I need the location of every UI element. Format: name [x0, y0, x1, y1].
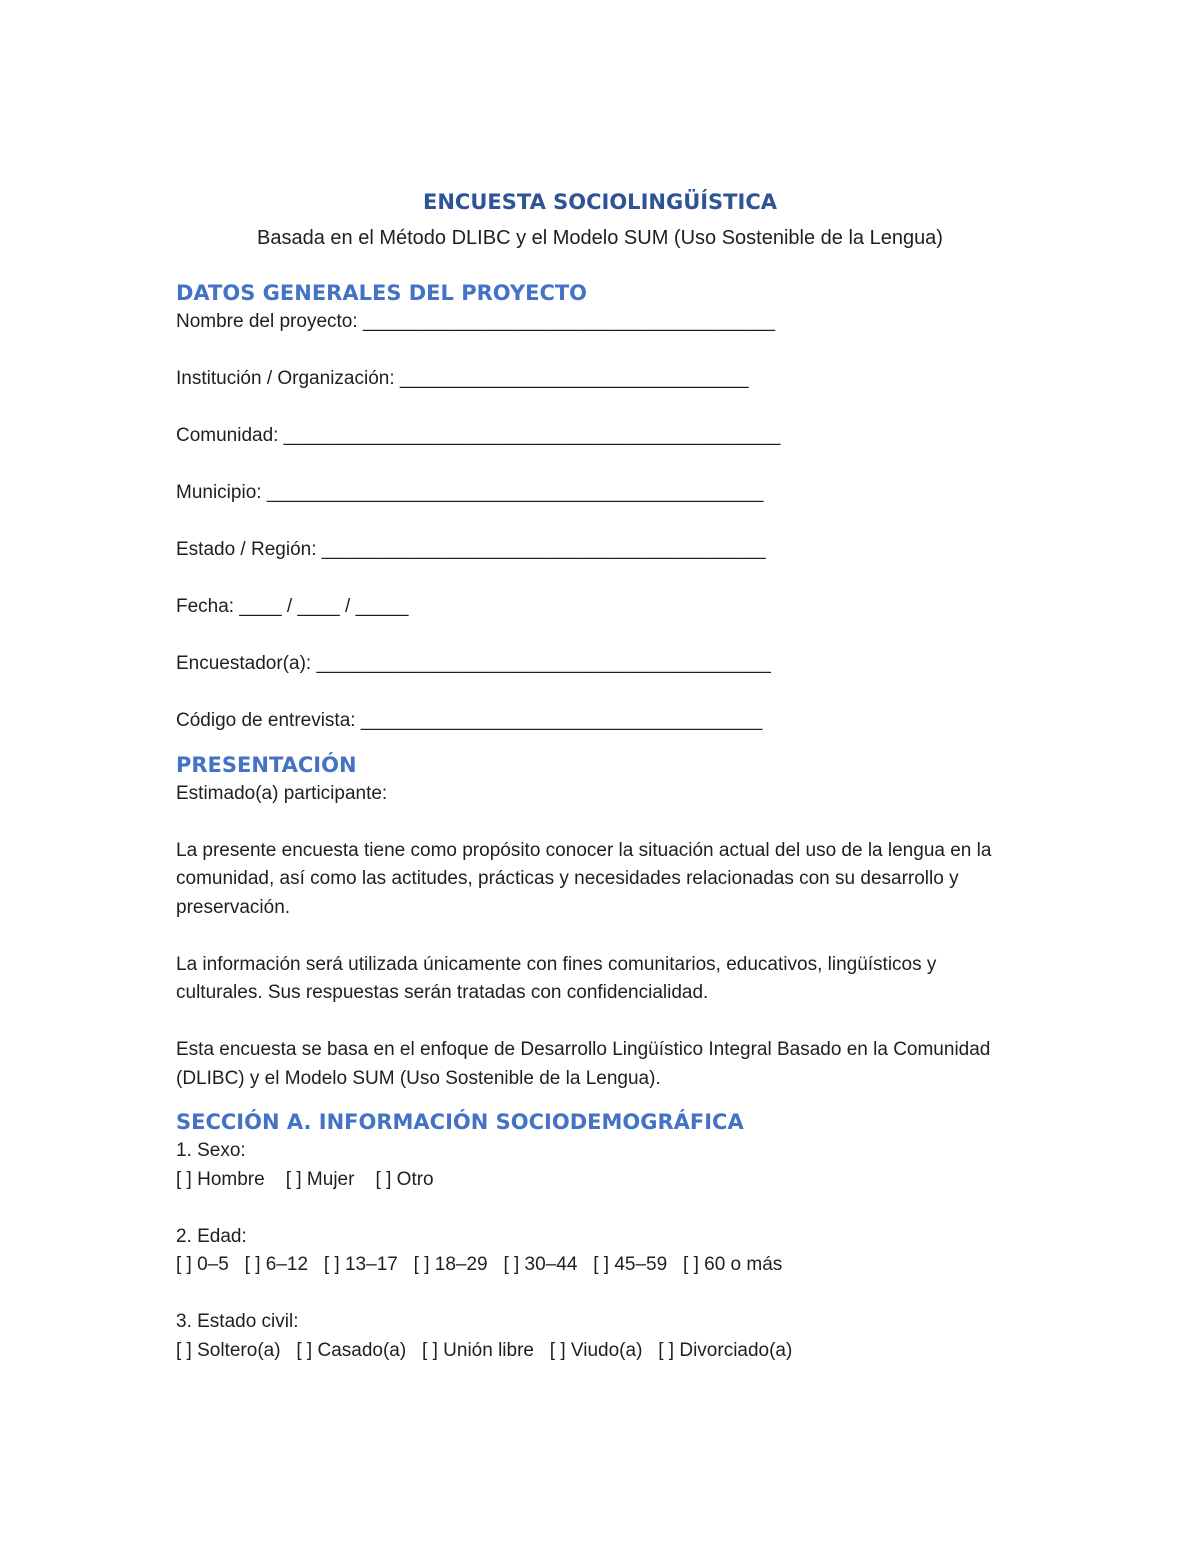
question-estado-civil-label: 3. Estado civil: — [176, 1311, 299, 1332]
field-institucion: Institución / Organización: _________________________________ — [176, 368, 749, 389]
paragraph-enfoque: Esta encuesta se basa en el enfoque de Desarrollo Lingüístico Integral Basado en la Comunidad (DLIBC) y el Modelo SUM (Uso Sostenible de la Lengua). — [176, 1039, 991, 1089]
section-heading-datos-generales: DATOS GENERALES DEL PROYECTO — [176, 281, 588, 305]
field-nombre-proyecto: Nombre del proyecto: _______________________________________ — [176, 311, 776, 332]
question-estado-civil-options: [ ] Soltero(a) [ ] Casado(a) [ ] Unión libre [ ] Viudo(a) [ ] Divorciado(a) — [176, 1339, 793, 1361]
field-fecha: Fecha: ____ / ____ / _____ — [176, 596, 409, 617]
paragraph-confidencialidad: La información será utilizada únicamente con fines comunitarios, educativos, lingüísticos y culturales. Sus respuestas serán tratadas con confidencialidad. — [176, 953, 937, 1003]
question-edad-label: 2. Edad: — [176, 1225, 247, 1247]
field-comunidad: Comunidad: _______________________________________________ — [176, 425, 781, 446]
greeting: Estimado(a) participante: — [176, 782, 388, 804]
section-heading-seccion-a: SECCIÓN A. INFORMACIÓN SOCIODEMOGRÁFICA — [176, 1110, 744, 1134]
question-sexo-label: 1. Sexo: — [176, 1140, 246, 1161]
document-subtitle: Basada en el Método DLIBC y el Modelo SUM (Uso Sostenible de la Lengua) — [257, 227, 943, 249]
question-sexo-options: [ ] Hombre [ ] Mujer [ ] Otro — [176, 1168, 434, 1190]
field-codigo-entrevista: Código de entrevista: ______________________________________ — [176, 710, 763, 731]
document-title: ENCUESTA SOCIOLINGÜÍSTICA — [423, 190, 777, 214]
document-body — [176, 278, 1036, 1365]
field-municipio: Municipio: _______________________________________________ — [176, 482, 764, 503]
question-edad-options: [ ] 0–5 [ ] 6–12 [ ] 13–17 [ ] 18–29 [ ] 30–44 [ ] 45–59 [ ] 60 o más — [176, 1254, 783, 1275]
paragraph-proposito: La presente encuesta tiene como propósito conocer la situación actual del uso de la lengua en la comunidad, así como las actitudes, prácticas y necesidades relacionadas con su desarrollo y preservación. — [176, 839, 992, 918]
section-heading-presentacion: PRESENTACIÓN — [176, 752, 357, 777]
field-estado-region: Estado / Región: __________________________________________ — [176, 539, 766, 560]
field-encuestador: Encuestador(a): ___________________________________________ — [176, 653, 771, 674]
